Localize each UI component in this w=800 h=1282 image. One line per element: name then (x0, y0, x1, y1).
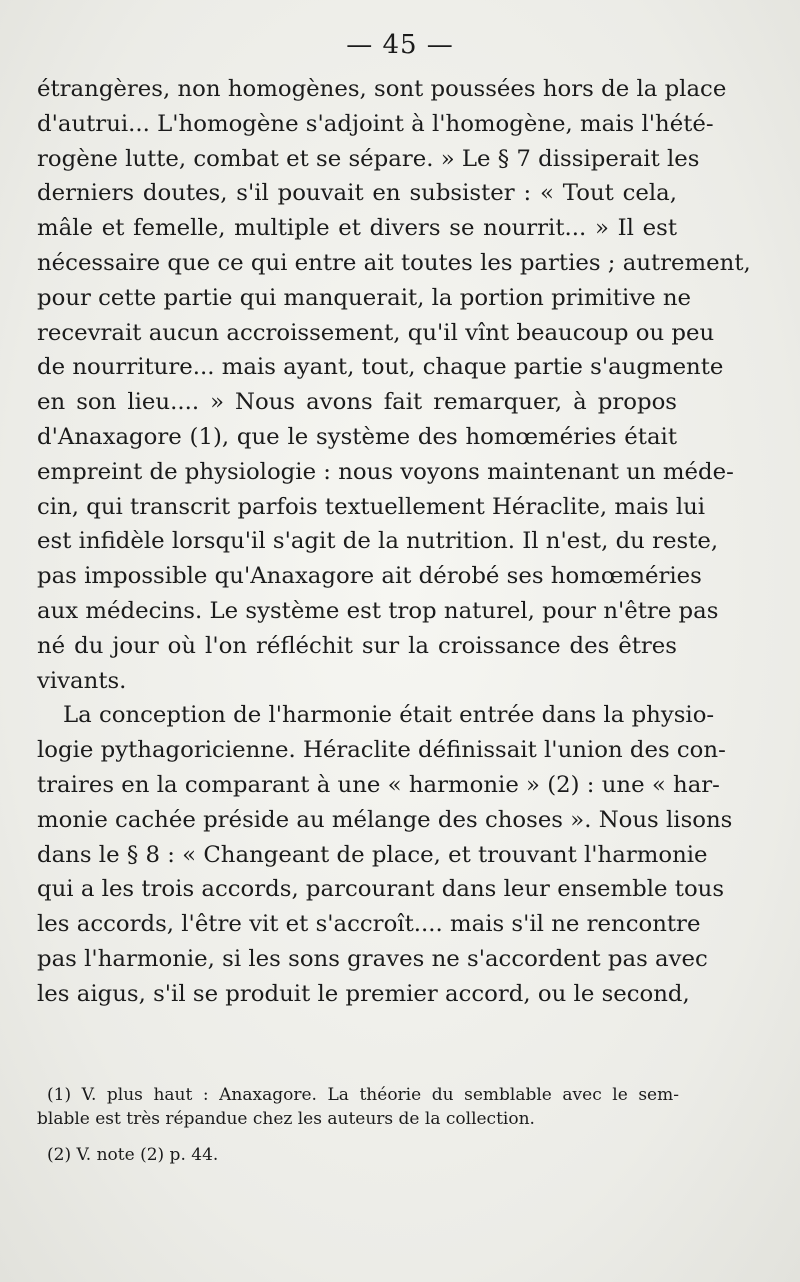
text-line: recevrait aucun accroissement, qu'il vînt beaucoup ou peu (37, 319, 715, 346)
text-line: d'autrui... L'homogène s'adjoint à l'homogène, mais l'hété- (37, 110, 714, 137)
text-line: vivants. (37, 667, 127, 694)
page-number: — 45 — (346, 30, 454, 60)
text-line: cin, qui transcrit parfois textuellement Héraclite, mais lui (37, 493, 706, 520)
text-line: La conception de l'harmonie était entrée dans la physio- (63, 702, 715, 729)
text-line: derniers doutes, s'il pouvait en subsister : « Tout cela, (37, 180, 677, 207)
text-line: étrangères, non homogènes, sont poussées hors de la place (37, 76, 727, 102)
footnote-line: (1) V. plus haut : Anaxagore. La théorie du semblable avec le sem- (47, 1085, 679, 1105)
body-text (37, 72, 751, 1012)
text-line: rogène lutte, combat et se sépare. » Le § 7 dissiperait les (37, 145, 700, 172)
text-line: les accords, l'être vit et s'accroît.... mais s'il ne rencontre (37, 911, 701, 938)
text-line: est infidèle lorsqu'il s'agit de la nutrition. Il n'est, du reste, (37, 528, 719, 555)
text-line: nécessaire que ce qui entre ait toutes les parties ; autrement, (37, 249, 751, 276)
footnote-line: blable est très répandue chez les auteurs de la collection. (37, 1109, 535, 1129)
text-line: pas impossible qu'Anaxagore ait dérobé ses homœméries (37, 563, 702, 590)
text-line: qui a les trois accords, parcourant dans leur ensemble tous (37, 876, 725, 903)
text-line: né du jour où l'on réfléchit sur la croissance des êtres (37, 632, 677, 659)
text-line: traires en la comparant à une « harmonie » (2) : une « har- (37, 771, 720, 798)
text-line: pas l'harmonie, si les sons graves ne s'accordent pas avec (37, 945, 708, 972)
text-line: aux médecins. Le système est trop naturel, pour n'être pas (37, 597, 719, 624)
text-line: d'Anaxagore (1), que le système des homœméries était (37, 423, 677, 450)
footnote-line: (2) V. note (2) p. 44. (47, 1145, 219, 1165)
text-line: logie pythagoricienne. Héraclite définissait l'union des con- (37, 737, 726, 764)
text-line: monie cachée préside au mélange des choses ». Nous lisons (37, 806, 733, 833)
text-line: empreint de physiologie : nous voyons maintenant un méde- (37, 458, 734, 485)
text-line: mâle et femelle, multiple et divers se nourrit... » Il est (37, 215, 677, 242)
text-line: dans le § 8 : « Changeant de place, et trouvant l'harmonie (37, 841, 708, 868)
text-line: en son lieu.... » Nous avons fait remarquer, à propos (37, 389, 677, 416)
text-line: pour cette partie qui manquerait, la portion primitive ne (37, 284, 692, 311)
text-line: de nourriture... mais ayant, tout, chaque partie s'augmente (37, 354, 724, 381)
footnotes (37, 1083, 679, 1167)
text-line: les aigus, s'il se produit le premier accord, ou le second, (37, 980, 690, 1007)
